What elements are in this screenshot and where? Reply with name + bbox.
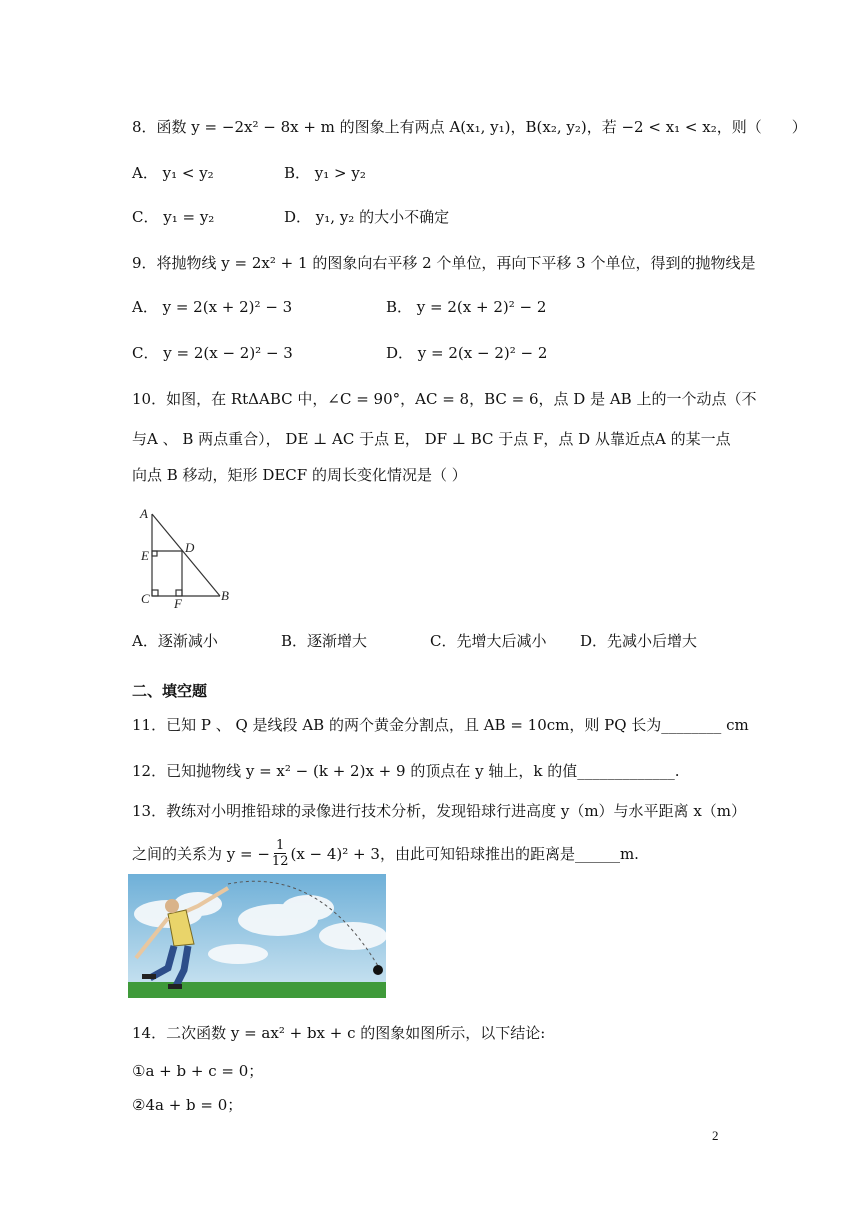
q14-stem: 14．二次函数 y = ax² + bx + c 的图象如图所示，以下结论: bbox=[132, 1024, 546, 1042]
q14-conclusion-2: ②4a + b = 0； bbox=[132, 1096, 243, 1114]
label-d: D bbox=[185, 540, 195, 555]
q10-option-a: A．逐渐减小 bbox=[132, 632, 218, 650]
q8-stem: 8．函数 y = −2x² − 8x + m 的图象上有两点 A(x₁, y₁)，B(x₂, y₂)，若 −2 < x₁ < x₂，则（ ） bbox=[132, 118, 807, 136]
grass bbox=[128, 982, 386, 998]
label-c: C bbox=[141, 591, 150, 606]
section-heading: 二、填空题 bbox=[132, 682, 208, 700]
q10-option-c: C．先增大后减小 bbox=[430, 632, 547, 650]
q10-line-1: 10．如图，在 RtΔABC 中，∠C = 90°，AC = 8，BC = 6，点 D 是 AB 上的一个动点（不 bbox=[132, 390, 757, 408]
q13-formula-prefix: 之间的关系为 y = − bbox=[132, 844, 270, 863]
q11-stem: 11．已知 P 、 Q 是线段 AB 的两个黄金分割点，且 AB = 10cm，则 PQ 长为________ cm bbox=[132, 716, 749, 734]
label-f: F bbox=[174, 596, 182, 611]
q10-option-d: D．先减小后增大 bbox=[580, 632, 698, 650]
q13-line-2 bbox=[132, 838, 639, 869]
q14-conclusion-1: ①a + b + c = 0； bbox=[132, 1062, 264, 1080]
q10-line-3: 向点 B 移动，矩形 DECF 的周长变化情况是（ ） bbox=[132, 466, 467, 484]
q9-stem: 9．将抛物线 y = 2x² + 1 的图象向右平移 2 个单位，再向下平移 3 个单位，得到的抛物线是 bbox=[132, 254, 756, 272]
shot-put-illustration bbox=[128, 874, 386, 998]
q10-option-b: B．逐渐增大 bbox=[281, 632, 368, 650]
q9-option-b: B． y = 2(x + 2)² − 2 bbox=[386, 298, 547, 316]
fraction-denominator: 12 bbox=[271, 854, 289, 869]
fraction-numerator: 1 bbox=[276, 838, 285, 853]
q8-option-c: C． y₁ = y₂ bbox=[132, 208, 215, 226]
q9-option-c: C． y = 2(x − 2)² − 3 bbox=[132, 344, 293, 362]
right-angle-e bbox=[152, 551, 157, 556]
q9-option-d: D． y = 2(x − 2)² − 2 bbox=[386, 344, 548, 362]
side-ab bbox=[152, 514, 220, 596]
q13-line-1: 13．教练对小明推铅球的录像进行技术分析，发现铅球行进高度 y（m）与水平距离 x（m） bbox=[132, 802, 747, 820]
label-b: B bbox=[221, 588, 229, 603]
right-angle-c bbox=[152, 590, 158, 596]
q10-line-2: 与A 、 B 两点重合）， DE ⊥ AC 于点 E， DF ⊥ BC 于点 F，点 D 从靠近点A 的某一点 bbox=[132, 430, 731, 448]
q8-option-a: A． y₁ < y₂ bbox=[132, 164, 214, 182]
label-a: A bbox=[140, 506, 148, 521]
q9-option-a: A． y = 2(x + 2)² − 3 bbox=[132, 298, 293, 316]
fraction bbox=[272, 838, 289, 869]
q8-option-d: D． y₁, y₂ 的大小不确定 bbox=[284, 208, 450, 226]
q13-formula-suffix: (x − 4)² + 3，由此可知铅球推出的距离是______m. bbox=[290, 844, 639, 863]
label-e: E bbox=[141, 548, 149, 563]
q12-stem: 12．已知抛物线 y = x² − (k + 2)x + 9 的顶点在 y 轴上，k 的值_____________. bbox=[132, 762, 680, 780]
q8-option-b: B． y₁ > y₂ bbox=[284, 164, 366, 182]
triangle-figure bbox=[132, 500, 242, 612]
page-number: 2 bbox=[712, 1128, 719, 1143]
shot-ball bbox=[373, 965, 383, 975]
